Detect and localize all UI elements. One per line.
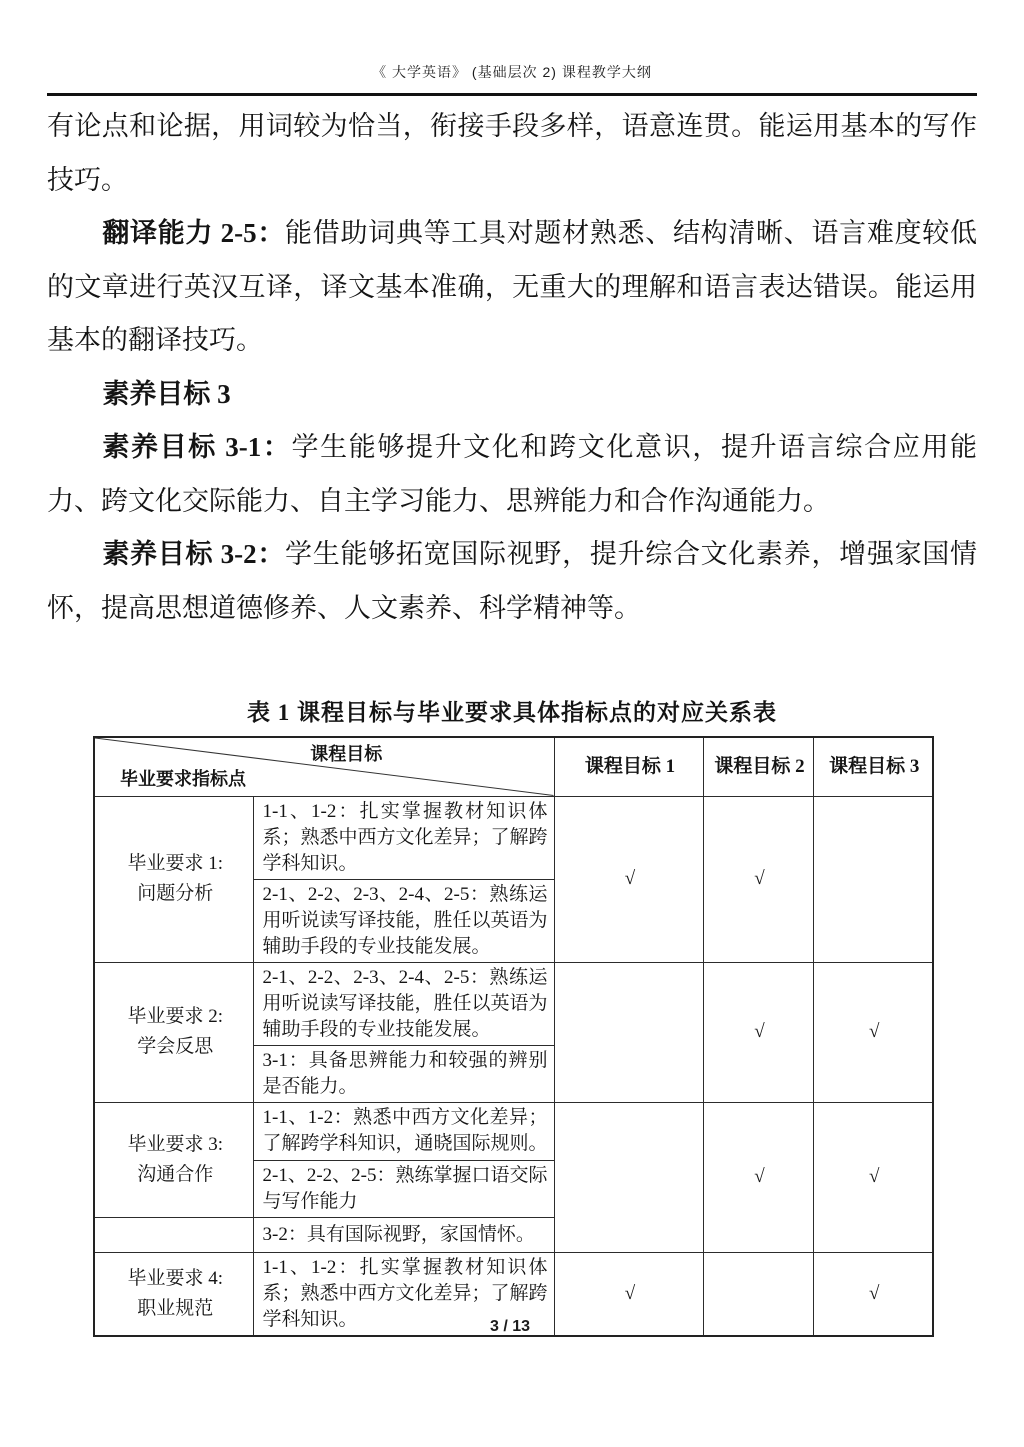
requirement-sublabel: 问题分析 (137, 883, 214, 904)
paragraph-text: 学生能够提升文化和跨文化意识，提升语言综合应用能力、跨文化交际能力、自主学习能力、思辨能力和合作沟通能力。 (47, 432, 977, 516)
check-cell-g1-obj3 (813, 796, 933, 962)
check-cell-g3-obj2: √ (703, 1102, 813, 1252)
indicator-cell: 2-1、2-2、2-5：熟练掌握口语交际与写作能力 (253, 1160, 554, 1217)
empty-requirement-cell (94, 1217, 253, 1252)
indicator-cell: 2-1、2-2、2-3、2-4、2-5：熟练运用听说读写译技能，胜任以英语为辅助手段的专业技能发展。 (253, 879, 554, 962)
requirement-label: 毕业要求 1: (127, 853, 224, 874)
page-number: 3 / 13 (489, 1318, 531, 1335)
running-header: 《 大学英语》 (基础层次 2) 课程教学大纲 (372, 64, 652, 80)
column-header-objective-2: 课程目标 2 (703, 737, 813, 796)
paragraph-writing-skill (47, 100, 977, 207)
check-cell-g4-obj1: √ (554, 1252, 703, 1336)
check-cell-g3-obj3: √ (813, 1102, 933, 1252)
column-header-objective-1: 课程目标 1 (554, 737, 703, 796)
requirement-sublabel: 沟通合作 (137, 1163, 214, 1185)
mapping-table (93, 736, 934, 1337)
table-row (94, 962, 933, 1045)
check-cell-g3-obj1 (554, 1102, 703, 1252)
paragraph-lead: 素养目标 3 (102, 378, 231, 409)
paragraph-lead: 素养目标 3-2： (102, 539, 286, 569)
indicator-cell: 2-1、2-2、2-3、2-4、2-5：熟练运用听说读写译技能，胜任以英语为辅助手段的专业技能发展。 (253, 962, 554, 1045)
paragraph-lead: 翻译能力 2-5： (102, 218, 286, 248)
check-cell-g2-obj2: √ (703, 962, 813, 1102)
diagonal-header-cell (94, 737, 554, 796)
paragraph-suyang-3-1 (47, 421, 977, 528)
table-row (94, 1102, 933, 1160)
column-header-objective-3: 课程目标 3 (813, 737, 933, 796)
paragraph-text: 学生能够拓宽国际视野，提升综合文化素养，增强家国情怀，提高思想道德修养、人文素养、科学精神等。 (47, 539, 978, 623)
indicator-cell: 1-1、1-2：扎实掌握教材知识体系；熟悉中西方文化差异；了解跨学科知识。 (253, 1252, 554, 1336)
requirement-sublabel: 职业规范 (137, 1297, 214, 1319)
table-header-row (94, 737, 933, 796)
check-cell-g1-obj1: √ (554, 796, 703, 962)
paragraph-text: 有论点和论据，用词较为恰当，衔接手段多样，语意连贯。能运用基本的写作技巧。 (47, 111, 977, 195)
indicator-cell: 1-1、1-2：扎实掌握教材知识体系；熟悉中西方文化差异；了解跨学科知识。 (253, 796, 554, 879)
header-rule (47, 93, 977, 96)
requirement-sublabel: 学会反思 (137, 1036, 214, 1057)
requirement-2-cell (94, 962, 253, 1102)
paragraph-suyang-3-2 (47, 528, 977, 635)
corner-label-graduation-indicators: 毕业要求指标点 (120, 768, 246, 789)
paragraph-lead: 素养目标 3-1： (102, 432, 292, 462)
check-cell-g2-obj3: √ (813, 962, 933, 1102)
indicator-cell: 3-2：具有国际视野，家国情怀。 (253, 1217, 554, 1252)
check-cell-g2-obj1 (554, 962, 703, 1102)
paragraph-text: 能借助词典等工具对题材熟悉、结构清晰、语言难度较低的文章进行英汉互译，译文基本准确，无重大的理解和语言表达错误。能运用基本的翻译技巧。 (47, 218, 978, 355)
check-cell-g4-obj3: √ (813, 1252, 933, 1336)
requirement-3-cell (94, 1102, 253, 1217)
requirement-label: 毕业要求 4: (127, 1267, 224, 1289)
requirement-label: 毕业要求 2: (127, 1006, 224, 1027)
requirement-label: 毕业要求 3: (127, 1133, 224, 1155)
requirement-1-cell (94, 796, 253, 962)
table-title: 表 1 课程目标与毕业要求具体指标点的对应关系表 (247, 700, 777, 725)
body-text (47, 100, 977, 635)
paragraph-translation-ability (47, 207, 977, 368)
indicator-cell: 1-1、1-2：熟悉中西方文化差异；了解跨学科知识，通晓国际规则。 (253, 1102, 554, 1160)
indicator-cell: 3-1：具备思辨能力和较强的辨别是否能力。 (253, 1045, 554, 1102)
corner-label-course-objectives: 课程目标 (310, 744, 383, 764)
heading-suyang-3 (47, 368, 977, 422)
check-cell-g1-obj2: √ (703, 796, 813, 962)
table-row (94, 796, 933, 879)
